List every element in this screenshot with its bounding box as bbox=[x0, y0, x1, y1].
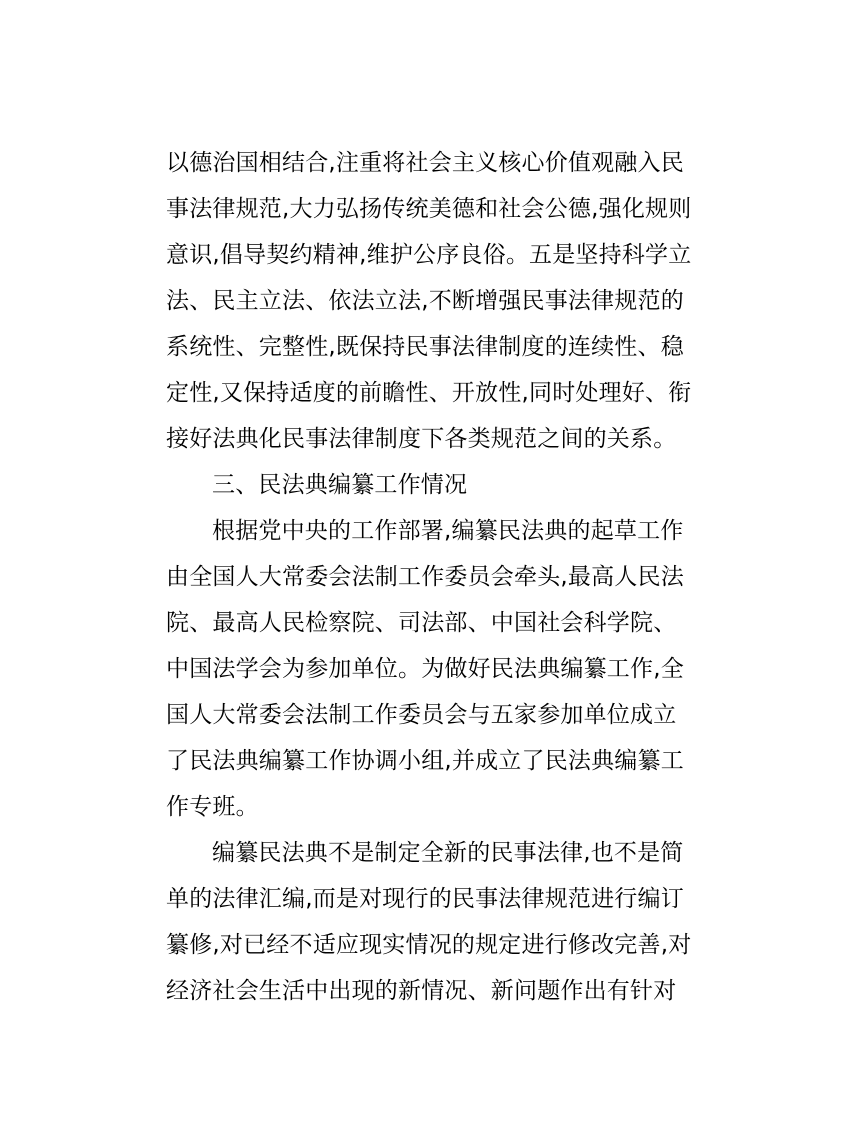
text-line: 作专班。 bbox=[166, 794, 259, 820]
text-line: 根据党中央的工作部署,编纂民法典的起草工作 bbox=[212, 518, 684, 544]
text-line: 系统性、完整性,既保持民事法律制度的连续性、稳 bbox=[166, 334, 684, 360]
text-line: 纂修,对已经不适应现实情况的规定进行修改完善,对 bbox=[166, 932, 692, 958]
text-line: 法、民主立法、依法立法,不断增强民事法律规范的 bbox=[166, 288, 684, 314]
text-line: 经济社会生活中出现的新情况、新问题作出有针对 bbox=[166, 978, 677, 1004]
text-line: 以德治国相结合,注重将社会主义核心价值观融入民 bbox=[166, 150, 684, 176]
text-line: 了民法典编纂工作协调小组,并成立了民法典编纂工 bbox=[166, 748, 684, 774]
text-line: 事法律规范,大力弘扬传统美德和社会公德,强化规则 bbox=[166, 196, 692, 222]
section-heading: 三、民法典编纂工作情况 bbox=[212, 472, 468, 498]
text-line: 定性,又保持适度的前瞻性、开放性,同时处理好、衔 bbox=[166, 380, 692, 406]
text-line: 编纂民法典不是制定全新的民事法律,也不是简 bbox=[212, 840, 684, 866]
text-line: 由全国人大常委会法制工作委员会牵头,最高人民法 bbox=[166, 564, 684, 590]
text-line: 国人大常委会法制工作委员会与五家参加单位成立 bbox=[166, 702, 677, 728]
text-line: 院、最高人民检察院、司法部、中国社会科学院、 bbox=[166, 610, 677, 636]
text-line: 意识,倡导契约精神,维护公序良俗。五是坚持科学立 bbox=[166, 242, 692, 268]
document-body bbox=[166, 140, 694, 1014]
text-line: 中国法学会为参加单位。为做好民法典编纂工作,全 bbox=[166, 656, 684, 682]
text-line: 单的法律汇编,而是对现行的民事法律规范进行编订 bbox=[166, 886, 684, 912]
text-line: 接好法典化民事法律制度下各类规范之间的关系。 bbox=[166, 426, 677, 452]
